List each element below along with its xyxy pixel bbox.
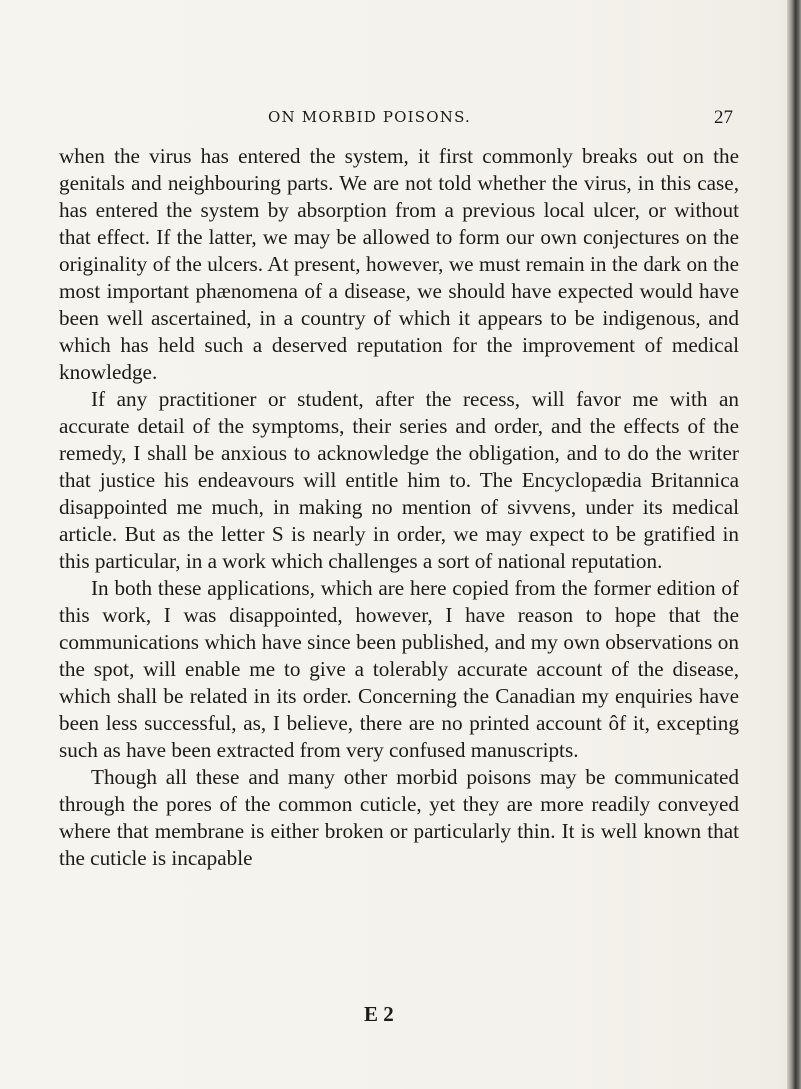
page-edge-shadow bbox=[787, 0, 801, 1089]
paragraph-4: Though all these and many other morbid poisons may be communicated through the pores of the common cuticle, yet they are more readily conveyed where that membrane is either broken or particularly thin. It is well known that the cuticle is incapable bbox=[59, 765, 739, 870]
page-number: 27 bbox=[714, 107, 733, 128]
paragraph-2: If any practitioner or student, after the recess, will favor me with an accurate detail of the symptoms, their series and order, and the effects of the remedy, I shall be anxious to acknowledge the obligation, and to do the writer that justice his endeavours will entitle him to. The Encyclopædia Britannica disappointed me much, in making no mention of sivvens, under its medical article. But as the letter S is nearly in order, we may expect to be gratified in this particular, in a work which challenges a sort of national reputation. bbox=[59, 387, 739, 573]
paragraph-3: In both these applications, which are here copied from the former edition of this work, I was disappointed, however, I have reason to hope that the communications which have since been published, and my own observations on the spot, will enable me to give a tolerably accurate account of the disease, which shall be related in its order. Concerning the Canadian my enquiries have been less successful, as, I believe, there are no printed account ôf it, excepting such as have been extracted from very confused manuscripts. bbox=[59, 576, 739, 762]
running-head-title: ON MORBID POISONS. bbox=[268, 108, 472, 126]
body-text bbox=[59, 143, 739, 872]
paragraph-1: when the virus has entered the system, it first commonly breaks out on the genitals and neighbouring parts. We are not told whether the virus, in this case, has entered the system by absorption from a previous local ulcer, or without that effect. If the latter, we may be allowed to form our own conjectures on the originality of the ulcers. At present, however, we must remain in the dark on the most important phænomena of a disease, we should have expected would have been well ascertained, in a country of which it appears to be indigenous, and which has held such a deserved reputation for the improvement of medical knowledge. bbox=[59, 144, 739, 384]
running-head bbox=[0, 108, 801, 132]
signature-mark: E 2 bbox=[364, 1002, 394, 1026]
